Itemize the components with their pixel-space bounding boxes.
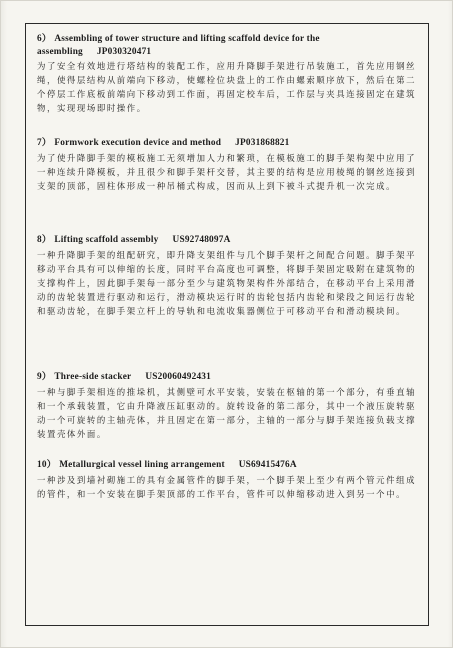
patent-title bbox=[37, 33, 420, 58]
publication-number: US20060492431 bbox=[145, 372, 211, 382]
patent-abstract: 一种升降脚手架的组配研究，即升降支架组件与几个脚手架杆之间配合问题。脚手架平移动平台具有可以伸缩的长度，同时平台高度也可调整，将脚手架固定吸附在建筑物的支撑构件上，因此脚手架每一部分至少与建筑物架构件外部结合，在移动平台上采用滑动的齿轮装置进行驱动和运行，滑动模块运行时的齿轮包括内齿轮和梁段之间运行齿轮和驱动齿轮，在脚手架立杆上的导轨和电流收集器侧位于可移动平台和滑动模块间。 bbox=[37, 249, 417, 316]
patent-abstract: 为了使升降脚手架的模板施工无须增加人力和繁琐，在模板施工的脚手架构架中应用了一种连续升降模板，并且很少和脚手架杆交替，其主要的结构是应用棱绳的钢丝连接到支架的顶部，固柱体形成一种吊桶式构成，因而从上到下被斗式提升机一次完成。 bbox=[37, 152, 417, 191]
patent-entry-9 bbox=[37, 371, 420, 451]
patent-list bbox=[37, 33, 420, 501]
patent-entry-10 bbox=[37, 459, 420, 501]
publication-number: US69415476A bbox=[238, 460, 297, 470]
patent-abstract: 一种与脚手架相连的推垛机，其侧壁可水平安装，安装在枢轴的第一个部分，有垂直轴和一个承载装置，它由升降液压缸驱动的。旋转设备的第二部分，其中一个液压旋转驱动一个可旋转的主轴壳体，并且固定在第一部分，主轴的一部分与脚手架连接负载支撑装置壳体外面。 bbox=[37, 386, 417, 439]
patent-entry-7 bbox=[37, 137, 420, 230]
entry-title-text: Assembling of tower structure and lifting scaffold device for the assembling bbox=[37, 34, 320, 57]
publication-number: JP030320471 bbox=[96, 46, 152, 57]
patent-title bbox=[37, 137, 420, 150]
patent-abstract: 一种涉及到墙衬砌施工的具有金属管件的脚手架，一个脚手架上至少有两个管元件组成的管件，和一个安装在脚手架顶部的工作平台，管件可以伸缩移动进入到另一个中。 bbox=[37, 474, 417, 499]
patent-title bbox=[37, 459, 420, 472]
entry-title-text: Lifting scaffold assembly bbox=[54, 235, 159, 245]
entry-number: 6） bbox=[37, 34, 52, 44]
entry-title-text: Three-side stacker bbox=[54, 372, 132, 382]
entry-number: 8） bbox=[37, 235, 52, 245]
patent-abstract: 为了安全有效地进行塔结构的装配工作，应用升降脚手架进行吊装施工，首先应用钢丝绳，使得层结构从前端向下移动，使螺栓位块盘上的工作由螺索顺序放下，然后在第二个停层工作底板前端向下移动到工作面，再固定校车后，工作层与夹具连接固定在建筑物，实现现场即时操作。 bbox=[37, 61, 417, 114]
publication-number: JP031868821 bbox=[235, 138, 290, 148]
patent-entry-8 bbox=[37, 234, 420, 361]
entry-number: 9） bbox=[37, 372, 52, 382]
entry-title-text: Formwork execution device and method bbox=[54, 138, 222, 148]
entry-number: 10） bbox=[37, 460, 57, 470]
patent-title bbox=[37, 371, 420, 384]
patent-title bbox=[37, 234, 420, 247]
entry-title-text: Metallurgical vessel lining arrangement bbox=[59, 460, 225, 470]
publication-number: US92748097A bbox=[172, 235, 231, 245]
entry-number: 7） bbox=[37, 138, 52, 148]
patent-entry-6 bbox=[37, 33, 420, 129]
